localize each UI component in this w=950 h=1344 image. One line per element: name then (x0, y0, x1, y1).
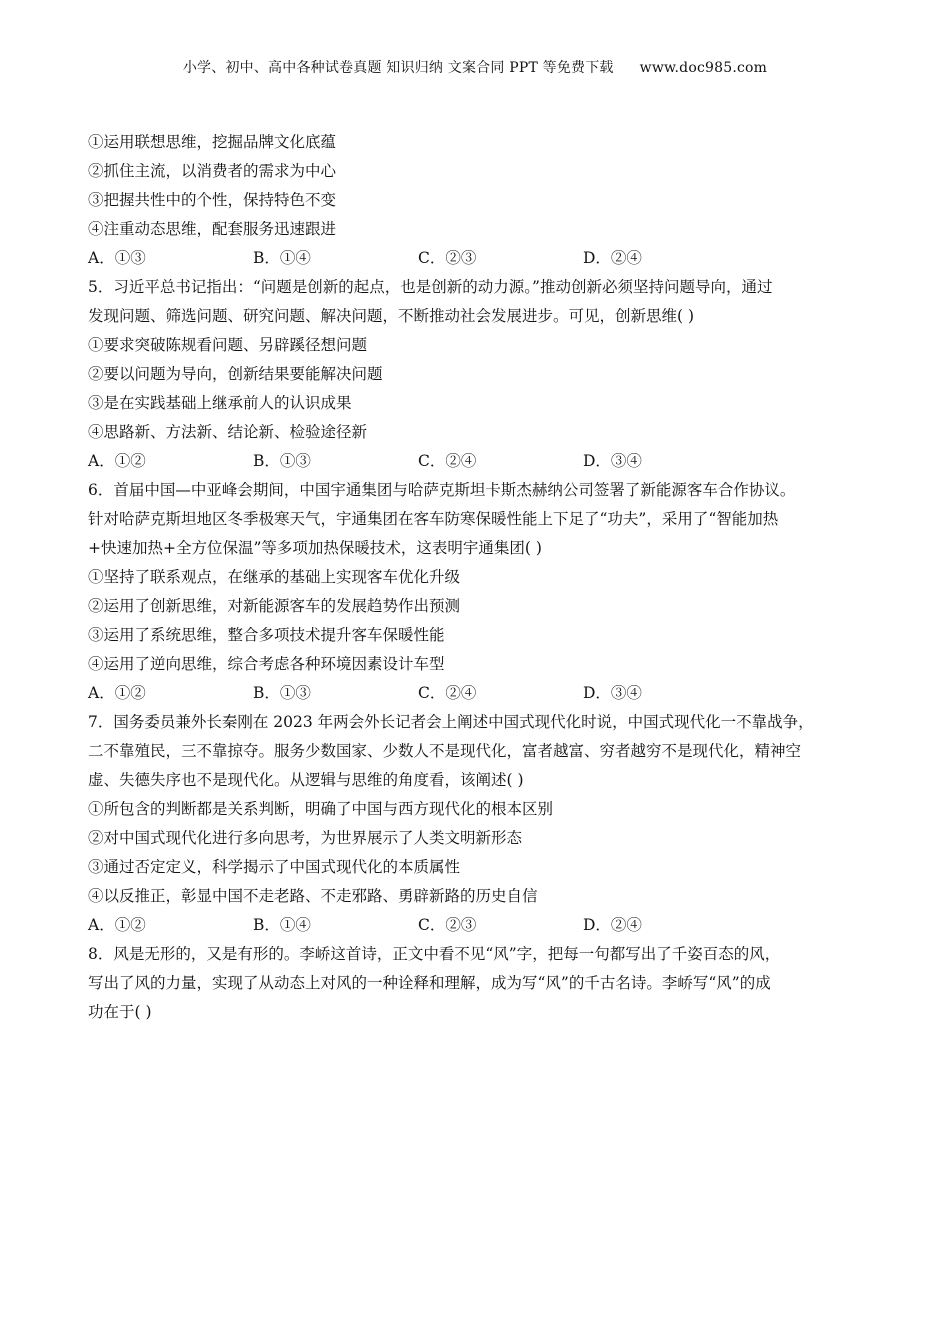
question-stem-line: 6．首届中国—中亚峰会期间，中国宇通集团与哈萨克斯坦卡斯杰赫纳公司签署了新能源客车合作协议。 (88, 481, 796, 499)
answer-d: D．②④ (583, 916, 642, 934)
option-line: ④注重动态思维，配套服务迅速跟进 (88, 220, 337, 238)
question-stem-line: 写出了风的力量，实现了从动态上对风的一种诠释和理解，成为写“风”的千古名诗。李峤写“风”的成 (88, 974, 771, 992)
answer-d: D．③④ (583, 452, 642, 470)
question-8 (88, 940, 863, 1027)
option-line: ③把握共性中的个性，保持特色不变 (88, 191, 337, 209)
answer-c: C．②④ (418, 684, 477, 702)
answer-a: A．①② (88, 452, 146, 470)
option-line: ②对中国式现代化进行多向思考，为世界展示了人类文明新形态 (88, 829, 523, 847)
page-header (0, 57, 950, 77)
answer-c: C．②④ (418, 452, 477, 470)
answer-b: B．①④ (253, 916, 311, 934)
answer-choices (88, 911, 863, 940)
option-line: ④以反推正，彰显中国不走老路、不走邪路、勇辟新路的历史自信 (88, 887, 538, 905)
answer-a: A．①② (88, 916, 146, 934)
option-line: ②要以问题为导向，创新结果要能解决问题 (88, 365, 383, 383)
option-line: ③运用了系统思维，整合多项技术提升客车保暖性能 (88, 626, 445, 644)
question-stem-line: 功在于( ) (88, 1003, 152, 1021)
answer-a: A．①② (88, 684, 146, 702)
question-stem-line: 二不靠殖民，三不靠掠夺。服务少数国家、少数人不是现代化，富者越富、穷者越穷不是现代化，精神空 (88, 742, 802, 760)
option-line: ③通过否定定义，科学揭示了中国式现代化的本质属性 (88, 858, 461, 876)
header-url[interactable]: www.doc985.com (639, 60, 768, 76)
question-4 (88, 128, 863, 273)
answer-d: D．②④ (583, 249, 642, 267)
option-line: ④思路新、方法新、结论新、检验途径新 (88, 423, 368, 441)
answer-b: B．①③ (253, 684, 311, 702)
option-line: ②运用了创新思维，对新能源客车的发展趋势作出预测 (88, 597, 461, 615)
answer-c: C．②③ (418, 249, 477, 267)
answer-choices (88, 679, 863, 708)
answer-b: B．①④ (253, 249, 311, 267)
question-stem-line: 7．国务委员兼外长秦刚在 2023 年两会外长记者会上阐述中国式现代化时说，中国式现代化一不靠战争， (88, 713, 814, 731)
question-7 (88, 708, 863, 940)
option-line: ②抓住主流，以消费者的需求为中心 (88, 162, 337, 180)
option-line: ①所包含的判断都是关系判断，明确了中国与西方现代化的根本区别 (88, 800, 554, 818)
option-line: ③是在实践基础上继承前人的认识成果 (88, 394, 352, 412)
option-line: ①要求突破陈规看问题、另辟蹊径想问题 (88, 336, 368, 354)
question-stem-line: 虚、失德失序也不是现代化。从逻辑与思维的角度看，该阐述( ) (88, 771, 524, 789)
answer-b: B．①③ (253, 452, 311, 470)
option-line: ④运用了逆向思维，综合考虑各种环境因素设计车型 (88, 655, 445, 673)
option-line: ①坚持了联系观点，在继承的基础上实现客车优化升级 (88, 568, 461, 586)
answer-a: A．①③ (88, 249, 146, 267)
question-stem-line: 5．习近平总书记指出：“问题是创新的起点，也是创新的动力源。”推动创新必须坚持问题导向，通过 (88, 278, 773, 296)
header-text: 小学、初中、高中各种试卷真题 知识归纳 文案合同 PPT 等免费下载 (182, 60, 614, 76)
question-stem-line: 发现问题、筛选问题、研究问题、解决问题，不断推动社会发展进步。可见，创新思维( ) (88, 307, 695, 325)
answer-d: D．③④ (583, 684, 642, 702)
question-stem-line: 针对哈萨克斯坦地区冬季极寒天气，宇通集团在客车防寒保暖性能上下足了“功夫”，采用了“智能加热 (88, 510, 779, 528)
answer-c: C．②③ (418, 916, 477, 934)
question-6 (88, 476, 863, 708)
answer-choices (88, 244, 863, 273)
question-stem-line: +快速加热+全方位保温”等多项加热保暖技术，这表明宇通集团( ) (88, 539, 542, 557)
question-5 (88, 273, 863, 476)
option-line: ①运用联想思维，挖掘品牌文化底蕴 (88, 133, 337, 151)
document-body (88, 128, 863, 1027)
question-stem-line: 8．风是无形的，又是有形的。李峤这首诗，正文中看不见“风”字，把每一句都写出了千姿百态的风， (88, 945, 781, 963)
answer-choices (88, 447, 863, 476)
